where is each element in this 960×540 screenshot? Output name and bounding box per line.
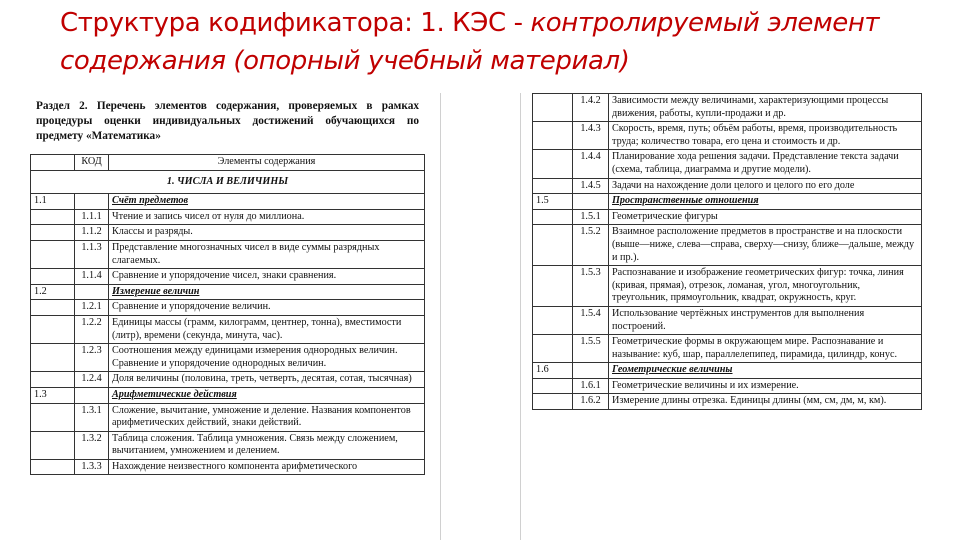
code-level2 (75, 387, 109, 403)
table-row (31, 315, 425, 343)
header-empty (31, 155, 75, 171)
code-level2: 1.6.1 (573, 378, 609, 394)
code-level1 (31, 269, 75, 285)
table-row (31, 387, 425, 403)
element-text (609, 378, 922, 394)
element-description: Сравнение и упорядочение чисел, знаки сравнения. (112, 270, 337, 282)
element-text (609, 306, 922, 334)
page-divider-left (440, 93, 441, 540)
table-row (533, 363, 922, 379)
code-level1 (31, 431, 75, 459)
element-text (609, 335, 922, 363)
element-text (109, 225, 425, 241)
code-level1 (533, 94, 573, 122)
code-level2: 1.4.3 (573, 122, 609, 150)
element-description: Чтение и запись чисел от нуля до миллиона. (112, 210, 305, 222)
element-text (109, 403, 425, 431)
title-lead: Структура кодификатора: (60, 8, 421, 38)
element-text (109, 431, 425, 459)
element-description: Задачи на нахождение доли целого и целого по его доле (612, 179, 855, 191)
code-level1 (533, 378, 573, 394)
table-row (31, 209, 425, 225)
code-level1 (533, 150, 573, 178)
code-level2 (75, 284, 109, 300)
code-level2: 1.4.5 (573, 178, 609, 194)
section-title-cell (31, 170, 425, 194)
element-description: Нахождение неизвестного компонента арифметического (112, 460, 358, 472)
element-text (609, 266, 922, 307)
element-text (609, 209, 922, 225)
table-row (533, 266, 922, 307)
table-row (31, 372, 425, 388)
code-level1 (533, 306, 573, 334)
code-level2: 1.3.3 (75, 459, 109, 475)
table-row (533, 178, 922, 194)
code-level2: 1.2.3 (75, 344, 109, 372)
table-row (533, 194, 922, 210)
code-level2: 1.5.5 (573, 335, 609, 363)
element-text (109, 209, 425, 225)
element-description: Измерение длины отрезка. Единицы длины (мм, см, дм, м, км). (612, 395, 887, 407)
code-level2: 1.5.4 (573, 306, 609, 334)
table-row (31, 459, 425, 475)
page-divider-right (520, 93, 521, 540)
subsection-title: Арифметические действия (112, 388, 237, 400)
code-level1: 1.2 (31, 284, 75, 300)
table-row (533, 394, 922, 410)
left-table-body (31, 194, 425, 475)
element-text (609, 394, 922, 410)
right-document-page (532, 93, 922, 540)
code-level1 (31, 315, 75, 343)
element-text (109, 459, 425, 475)
code-level2: 1.2.1 (75, 300, 109, 316)
element-description: Зависимости между величинами, характеризующими процессы движения, работы, купли-продажи и др. (612, 95, 889, 119)
table-row (533, 209, 922, 225)
table-row (31, 284, 425, 300)
code-level1 (31, 209, 75, 225)
element-text (109, 240, 425, 268)
element-text (109, 284, 425, 300)
table-row (31, 300, 425, 316)
code-level2: 1.1.3 (75, 240, 109, 268)
subsection-title: Геометрические величины (612, 364, 733, 376)
code-level2: 1.6.2 (573, 394, 609, 410)
slide-title (60, 4, 940, 80)
element-text (109, 315, 425, 343)
code-level1 (533, 394, 573, 410)
element-description: Сложение, вычитание, умножение и деление. Названия компонентов арифметических действий, знаки действий. (112, 404, 411, 429)
code-level1 (533, 122, 573, 150)
code-level2: 1.3.2 (75, 431, 109, 459)
table-row (533, 306, 922, 334)
element-description: Распознавание и изображение геометрических фигур: точка, линия (кривая, прямая), отрезок, ломаная, угол, многоугольник, треугольник, прямоугольник, квадрат, окружность, круг. (612, 267, 904, 304)
section-heading: Раздел 2. Перечень элементов содержания, проверяемых в рамках процедуры оценки индивидуальных достижений обучающихся по предмету «Математика» (36, 100, 419, 142)
code-level1: 1.3 (31, 387, 75, 403)
code-level1: 1.5 (533, 194, 573, 210)
element-text (109, 372, 425, 388)
code-level2 (75, 194, 109, 210)
code-level2: 1.5.2 (573, 225, 609, 266)
title-mid: 1. КЭС - (420, 8, 531, 38)
element-description: Представление многозначных чисел в виде суммы разрядных слагаемых. (112, 241, 380, 266)
element-description: Таблица сложения. Таблица умножения. Связь между сложением, вычитанием, умножением и делением. (112, 432, 398, 457)
left-document-page (30, 93, 425, 540)
code-level2: 1.5.3 (573, 266, 609, 307)
element-description: Использование чертёжных инструментов для выполнения построений. (612, 307, 865, 332)
element-text (109, 194, 425, 210)
code-level1: 1.1 (31, 194, 75, 210)
element-text (109, 269, 425, 285)
table-row (31, 403, 425, 431)
subsection-title: Пространственные отношения (612, 195, 759, 207)
code-level2: 1.1.4 (75, 269, 109, 285)
code-level1 (31, 459, 75, 475)
element-text (109, 300, 425, 316)
element-text (609, 150, 922, 178)
element-text (609, 225, 922, 266)
code-level1 (533, 266, 573, 307)
element-description: Скорость, время, путь; объём работы, время, производительность труда; количество товара, его цена и стоимость и др. (612, 123, 898, 147)
element-text (609, 94, 922, 122)
element-text (109, 387, 425, 403)
element-description: Геометрические величины и их измерение. (612, 379, 799, 391)
code-level2 (573, 363, 609, 379)
code-level2: 1.5.1 (573, 209, 609, 225)
table-row (533, 225, 922, 266)
element-description: Единицы массы (грамм, килограмм, центнер, тонна), вместимости (литр), времени (секунда, минута, час). (112, 316, 402, 341)
element-text (609, 178, 922, 194)
code-level2 (573, 194, 609, 210)
element-description: Сравнение и упорядочение величин. (112, 301, 271, 313)
table-row (533, 94, 922, 122)
left-codifier-table (30, 154, 425, 475)
subsection-title: Измерение величин (112, 285, 200, 297)
element-text (609, 194, 922, 210)
code-level2: 1.1.2 (75, 225, 109, 241)
code-level1 (31, 240, 75, 268)
code-level2: 1.4.2 (573, 94, 609, 122)
subsection-title: Счёт предметов (112, 195, 189, 207)
code-level2: 1.1.1 (75, 209, 109, 225)
table-row (31, 225, 425, 241)
element-description: Геометрические формы в окружающем мире. Распознавание и называние: куб, шар, параллелепипед, пирамида, цилиндр, конус. (612, 336, 898, 360)
code-level1 (533, 335, 573, 363)
header-code: КОД (75, 155, 109, 171)
table-row (533, 150, 922, 178)
table-row (533, 122, 922, 150)
right-codifier-table (532, 93, 922, 410)
title-rest: контролируемый элемент содержания (опорный учебный материал) (60, 8, 880, 76)
table-row (31, 344, 425, 372)
element-description: Геометрические фигуры (612, 210, 718, 222)
code-level2: 1.2.2 (75, 315, 109, 343)
code-level1 (31, 300, 75, 316)
code-level1 (31, 225, 75, 241)
code-level1 (31, 403, 75, 431)
element-description: Соотношения между единицами измерения однородных величин. Сравнение и упорядочение однородных величин. (112, 345, 398, 369)
element-description: Доля величины (половина, треть, четверть, десятая, сотая, тысячная) (112, 373, 412, 385)
code-level2: 1.4.4 (573, 150, 609, 178)
code-level2: 1.3.1 (75, 403, 109, 431)
right-table-body (533, 94, 922, 410)
code-level1 (31, 372, 75, 388)
table-row (533, 378, 922, 394)
element-description: Планирование хода решения задачи. Представление текста задачи (схема, таблица, диаграмма и другие модели). (612, 151, 899, 175)
code-level2: 1.2.4 (75, 372, 109, 388)
element-text (609, 122, 922, 150)
element-text (109, 344, 425, 372)
table-row (31, 269, 425, 285)
code-level1 (533, 209, 573, 225)
code-level1 (533, 225, 573, 266)
element-text (609, 363, 922, 379)
code-level1 (31, 344, 75, 372)
table-row (31, 431, 425, 459)
table-row (31, 240, 425, 268)
element-description: Взаимное расположение предметов в пространстве и на плоскости (выше—ниже, слева—справа, сверху—снизу, ближе—дальше, между и пр.). (612, 226, 915, 263)
header-elements: Элементы содержания (109, 155, 425, 171)
section-title: 1. ЧИСЛА И ВЕЛИЧИНЫ (166, 175, 289, 187)
table-row (31, 194, 425, 210)
code-level1: 1.6 (533, 363, 573, 379)
code-level1 (533, 178, 573, 194)
element-description: Классы и разряды. (112, 226, 193, 238)
table-row (533, 335, 922, 363)
